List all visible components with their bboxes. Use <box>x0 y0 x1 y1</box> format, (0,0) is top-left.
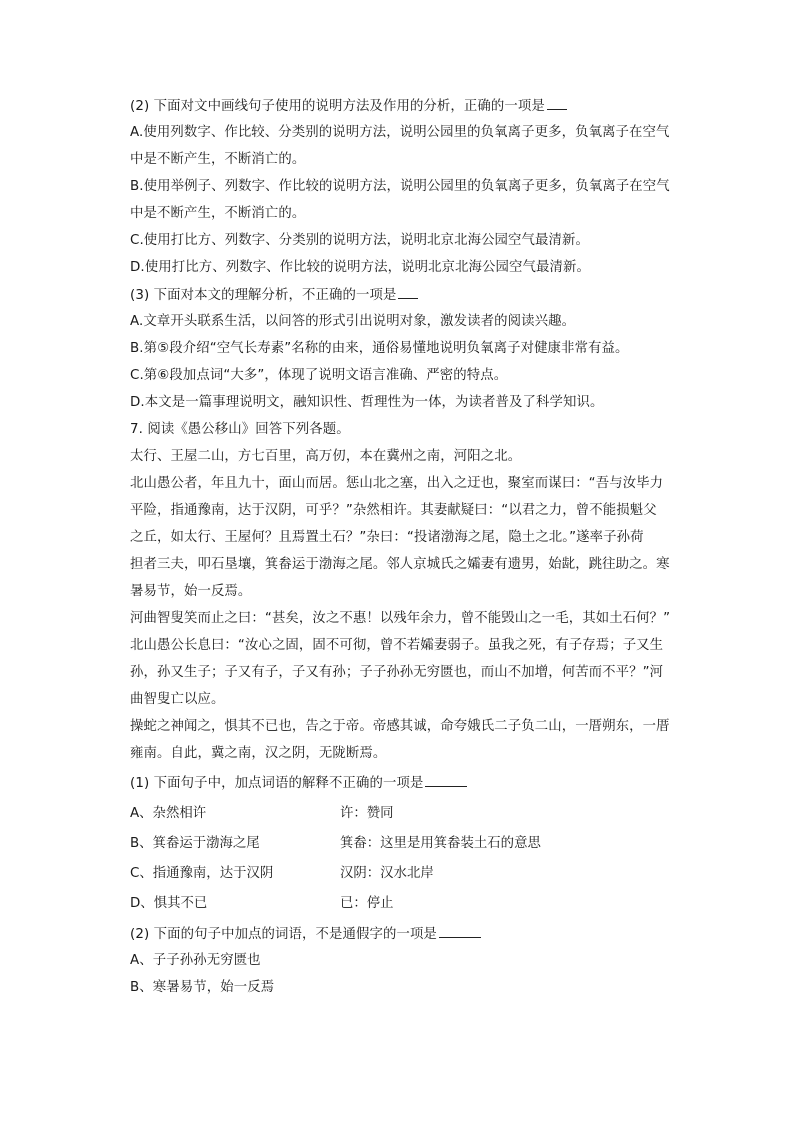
passage-line: 操蛇之神闻之，惧其不已也，告之于帝。帝感其诚，命夸娥氏二子负二山，一厝朔东，一厝 <box>130 719 670 734</box>
q6-sub2-option-b-cont: 中是不断产生，不断消亡的。 <box>130 206 306 221</box>
passage-line: 平险，指通豫南，达于汉阴，可乎？”杂然相许。其妻献疑曰：“以君之力，曾不能损魁父 <box>130 503 657 518</box>
q7-sub1-option-b-gloss: 箕畚：这里是用箕畚装土石的意思 <box>340 836 541 851</box>
passage-line: 雍南。自此，冀之南，汉之阴，无陇断焉。 <box>130 746 387 761</box>
q7-sub2-option-a: A、子子孙孙无穷匮也 <box>130 953 261 968</box>
q7-sub1-option-a-gloss: 许：赞同 <box>340 806 394 821</box>
q6-sub3-option-c: C.第⑥段加点词“大多”，体现了说明文语言准确、严密的特点。 <box>130 368 508 383</box>
answer-blank[interactable] <box>547 97 567 110</box>
q7-sub2-option-b: B、寒暑易节，始一反焉 <box>130 980 275 995</box>
q7-sub1-option-b-sentence: B、箕畚运于渤海之尾 <box>130 836 260 851</box>
q7-sub1-option-c-sentence: C、指通豫南，达于汉阴 <box>130 866 274 881</box>
q7-sub2-stem: (2) 下面的句子中加点的词语，不是通假字的一项是 <box>130 925 481 944</box>
q6-sub2-option-a-cont: 中是不断产生，不断消亡的。 <box>130 152 306 167</box>
q7-sub1-option-a-sentence: A、杂然相许 <box>130 806 207 821</box>
q6-sub2-option-c: C.使用打比方、列数字、分类别的说明方法，说明北京北海公园空气最清新。 <box>130 233 589 248</box>
q7-sub1-option-d-sentence: D、惧其不已 <box>130 896 208 911</box>
q6-sub2-stem: (2) 下面对文中画线句子使用的说明方法及作用的分析，正确的一项是 <box>130 97 567 116</box>
q6-sub2-option-b: B.使用举例子、列数字、作比较的说明方法，说明公园里的负氧离子更多，负氧离子在空气 <box>130 179 670 194</box>
q7-sub1-stem: (1) 下面句子中，加点词语的解释不正确的一项是 <box>130 774 467 793</box>
passage-line: 河曲智叟笑而止之曰：“甚矣，汝之不惠！以残年余力，曾不能毁山之一毛，其如土石何？” <box>130 611 671 626</box>
answer-blank[interactable] <box>398 286 418 299</box>
passage-line: 太行、王屋二山，方七百里，高万仞，本在冀州之南，河阳之北。 <box>130 449 522 464</box>
passage-line: 担者三夫，叩石垦壤，箕畚运于渤海之尾。邻人京城氏之孀妻有遗男，始龀，跳往助之。寒 <box>130 557 670 572</box>
q6-sub3-option-a: A.文章开头联系生活，以问答的形式引出说明对象，激发读者的阅读兴趣。 <box>130 314 576 329</box>
passage-line: 孙，孙又生子；子又有子，子又有孙；子子孙孙无穷匮也，而山不加增，何苦而不平？”河 <box>130 665 664 680</box>
passage-line: 北山愚公者，年且九十，面山而居。惩山北之塞，出入之迂也，聚室而谋曰：“吾与汝毕力 <box>130 476 664 491</box>
q7-title: 7. 阅读《愚公移山》回答下列各题。 <box>130 422 350 437</box>
q6-sub3-option-b: B.第⑤段介绍“空气长寿素”名称的由来，通俗易懂地说明负氧离子对健康非常有益。 <box>130 341 629 356</box>
q7-sub1-option-d-gloss: 已：停止 <box>340 896 394 911</box>
passage-line: 北山愚公长息曰：“汝心之固，固不可彻，曾不若孀妻弱子。虽我之死，有子存焉；子又生 <box>130 638 664 653</box>
passage-line: 之丘，如太行、王屋何？且焉置土石？”杂曰：“投诸渤海之尾，隐土之北。”遂率子孙荷 <box>130 530 644 545</box>
q6-sub3-option-d: D.本文是一篇事理说明文，融知识性、哲理性为一体，为读者普及了科学知识。 <box>130 395 604 410</box>
passage-line: 暑易节，始一反焉。 <box>130 584 252 599</box>
answer-blank[interactable] <box>439 925 481 938</box>
q6-sub2-option-d: D.使用打比方、列数字、作比较的说明方法，说明北京北海公园空气最清新。 <box>130 260 590 275</box>
passage-line: 曲智叟亡以应。 <box>130 692 225 707</box>
q6-sub3-stem: (3) 下面对本文的理解分析，不正确的一项是 <box>130 286 418 305</box>
answer-blank[interactable] <box>425 774 467 787</box>
q6-sub2-option-a: A.使用列数字、作比较、分类别的说明方法，说明公园里的负氧离子更多，负氧离子在空气 <box>130 125 670 140</box>
q7-sub1-option-c-gloss: 汉阴：汉水北岸 <box>340 866 434 881</box>
